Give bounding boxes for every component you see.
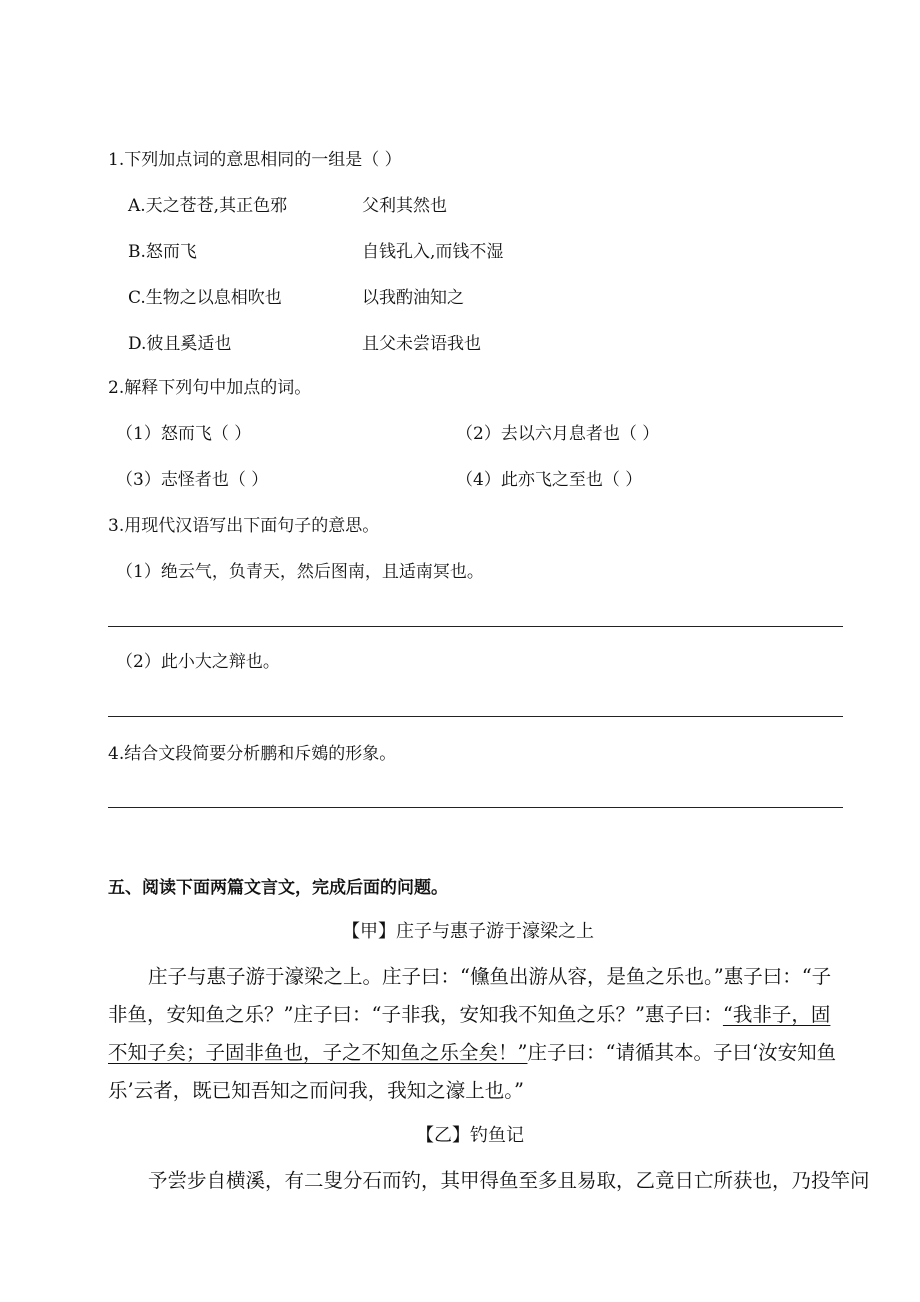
passage-a-line-4: 乐’云者，既已知吾知之而问我，我知之濠上也。” [108,1079,524,1102]
passage-b-line-1: 予尝步自横溪，有二叟分石而钓，其甲得鱼至多且易取，乙竟日亡所获也，乃投竿问 [148,1169,870,1192]
q1-option-d-right: 且父未尝语我也 [362,334,481,354]
passage-a-line-3-text: 庄子曰：“请循其本。子曰‘汝安知鱼 [527,1041,837,1064]
q3-item-1: （1）绝云气，负青天，然后图南，且适南冥也。 [116,562,484,582]
q1-option-c-right: 以我酌油知之 [362,288,464,308]
passage-a-line-1: 庄子与惠子游于濠梁之上。庄子曰：“儵鱼出游从容，是鱼之乐也。”惠子曰：“子 [148,965,832,988]
q1-option-a-right: 父利其然也 [362,196,447,216]
passage-a-underlined-2: 不知子矣；子固非鱼也，子之不知鱼之乐全矣！” [108,1041,528,1064]
q1-stem: 1.下列加点词的意思相同的一组是（ ） [108,150,402,170]
answer-line-q3-1[interactable] [108,626,843,627]
passage-a-line-2 [108,1000,830,1030]
section5-heading: 五、阅读下面两篇文言文，完成后面的问题。 [108,878,448,898]
q2-item-2: （2）去以六月息者也（ ） [456,424,660,444]
passage-a-underlined-1: “我非子，固 [722,1003,831,1026]
q2-stem: 2.解释下列句中加点的词。 [108,378,312,398]
answer-line-q3-2[interactable] [108,716,843,717]
q1-option-c-left: C.生物之以息相吹也 [128,288,282,308]
q4-stem: 4.结合文段简要分析鹏和斥鴳的形象。 [108,744,397,764]
passage-a-title: 【甲】庄子与惠子游于濠梁之上 [342,921,594,942]
q1-option-a-left: A.天之苍苍,其正色邪 [128,196,288,216]
q1-option-d-left: D.彼且奚适也 [128,334,232,354]
passage-a-line-3 [108,1038,836,1068]
q1-option-b-right: 自钱孔入,而钱不湿 [362,242,504,262]
q2-item-4: （4）此亦飞之至也（ ） [456,470,643,490]
q3-item-2: （2）此小大之辩也。 [116,652,280,672]
passage-a-line-2-text: 非鱼，安知鱼之乐？”庄子曰：“子非我，安知我不知鱼之乐？”惠子曰： [108,1003,723,1026]
q3-stem: 3.用现代汉语写出下面句子的意思。 [108,516,380,536]
answer-line-q4[interactable] [108,807,843,808]
q1-option-b-left: B.怒而飞 [128,242,197,262]
passage-b-title: 【乙】钓鱼记 [416,1125,524,1146]
q2-item-1: （1）怒而飞（ ） [116,424,252,444]
q2-item-3: （3）志怪者也（ ） [116,470,269,490]
